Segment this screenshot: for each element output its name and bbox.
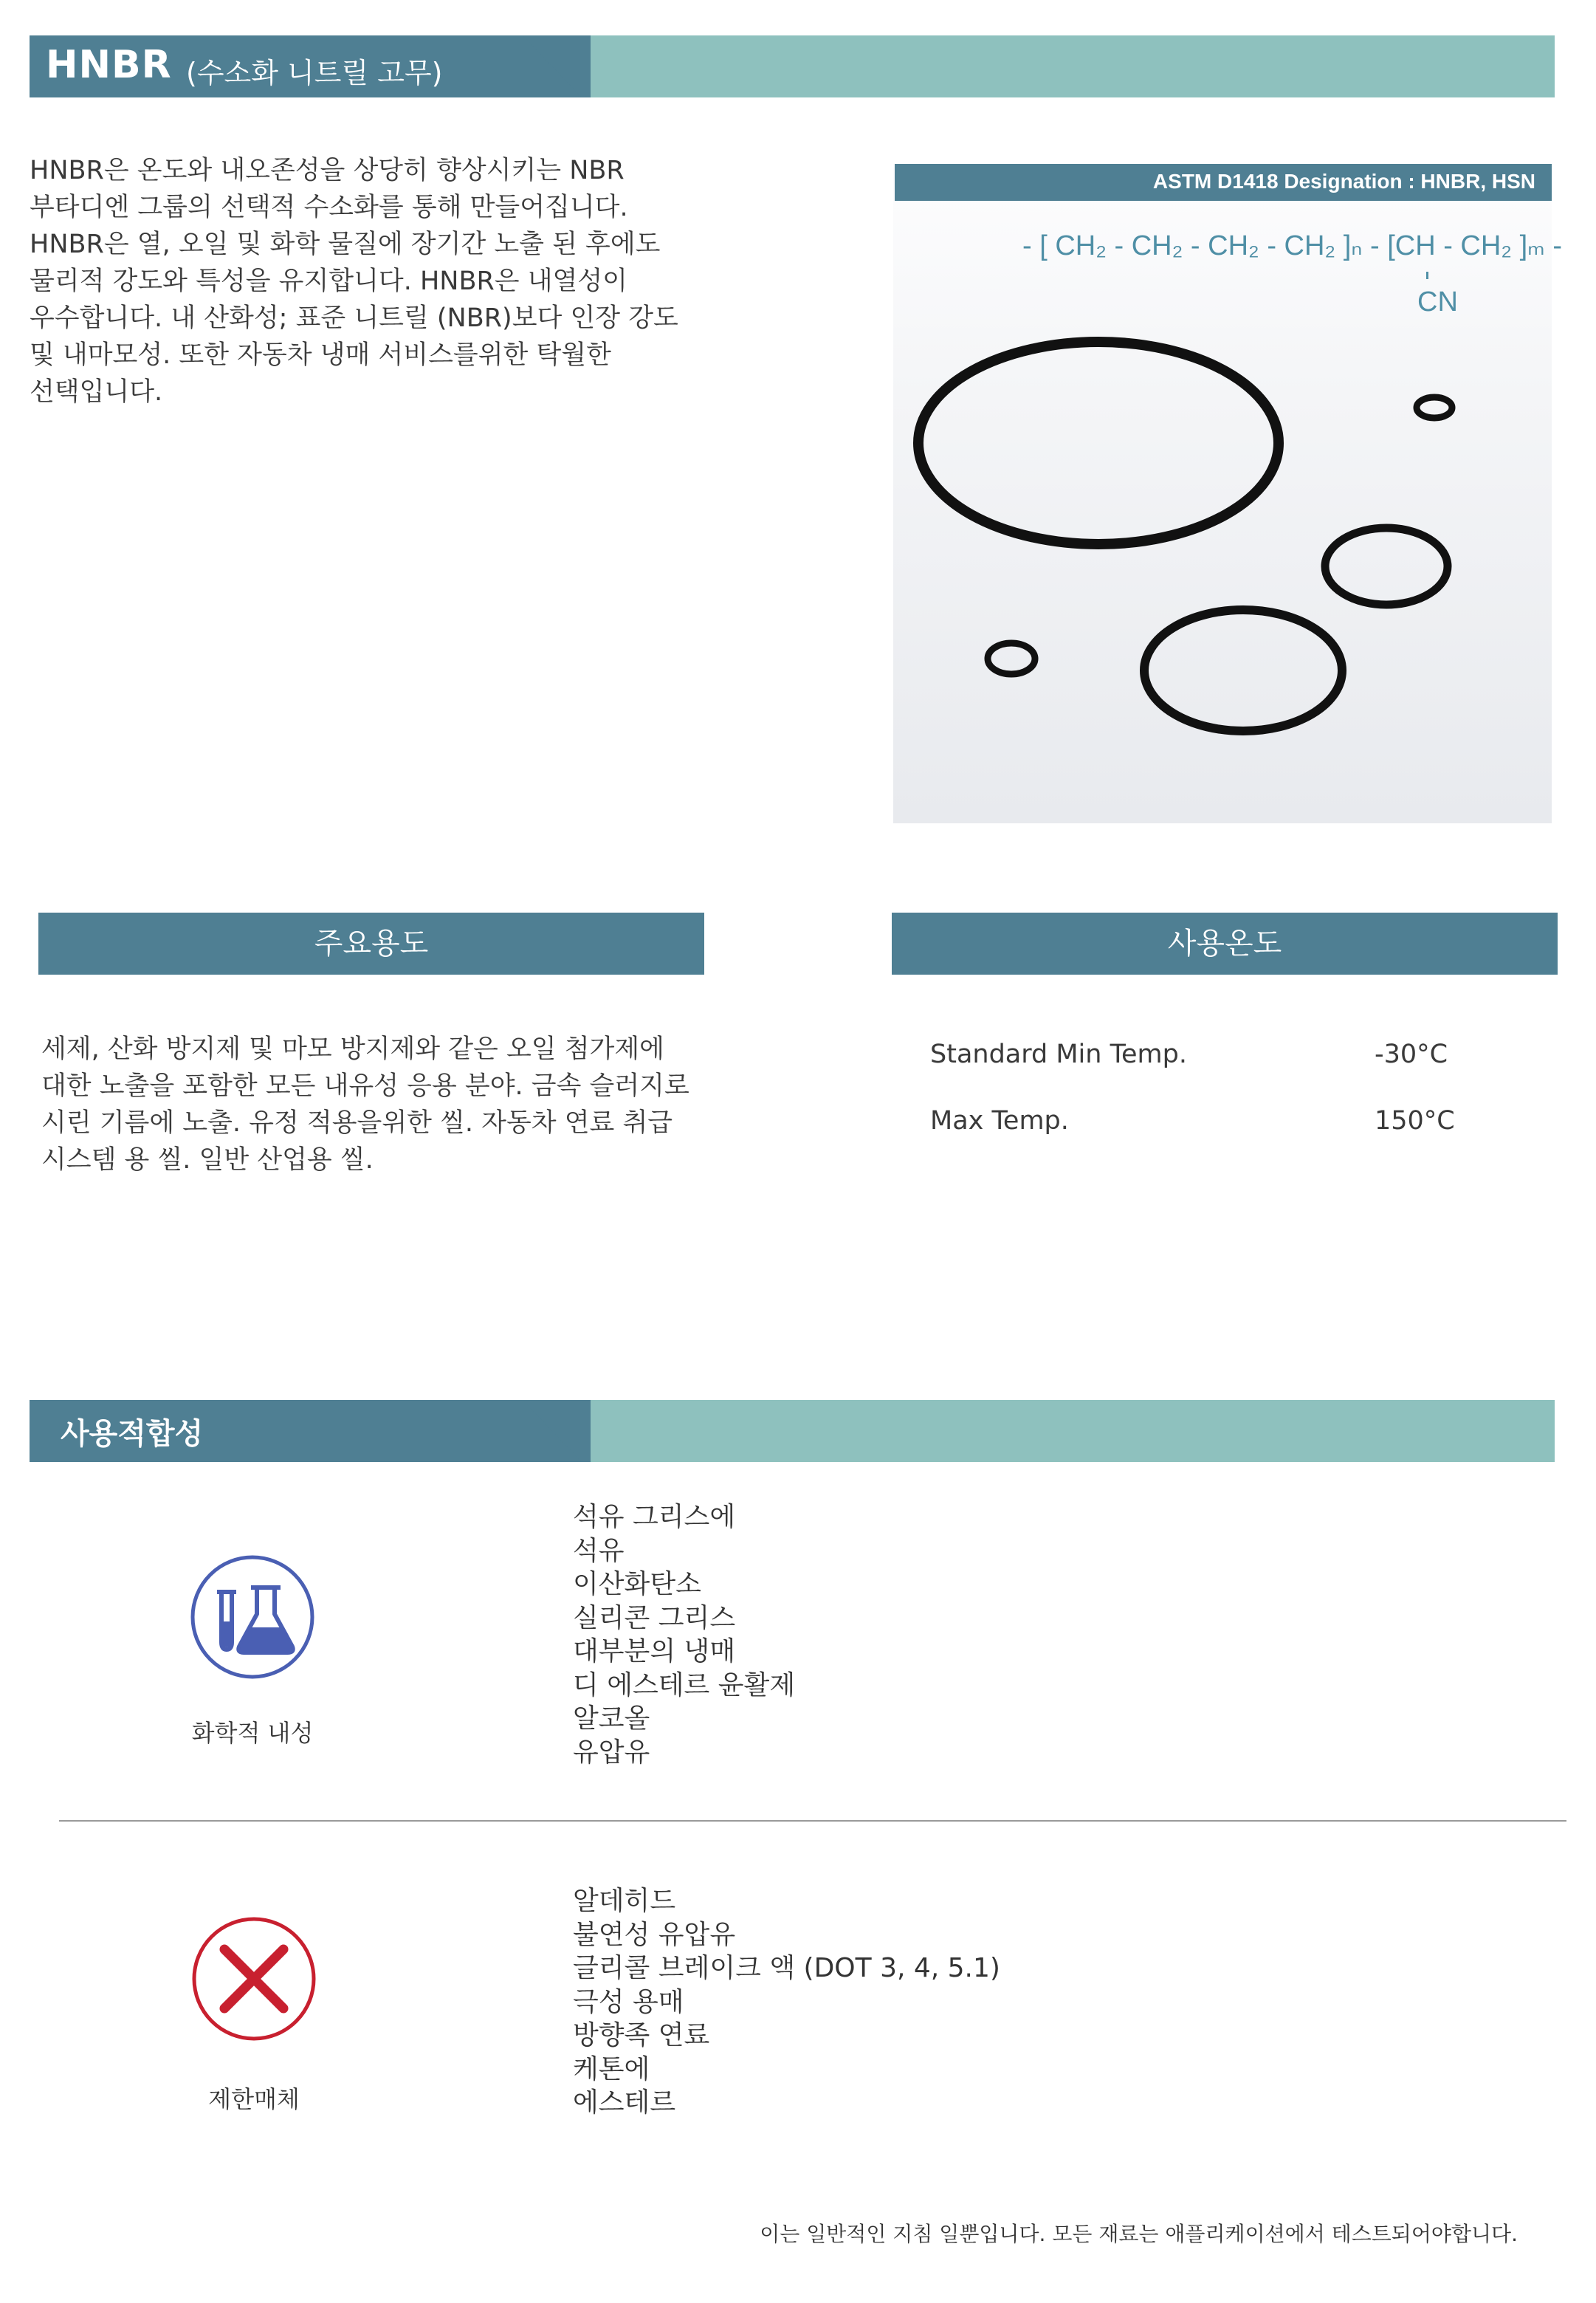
intro-paragraph [30,152,694,411]
astm-bar [895,164,1552,201]
restricted-caption: 제한매체 [208,2085,300,2113]
compatibility-heading: 사용적합성 [61,1417,204,1451]
o-ring-center [1144,610,1342,731]
resistant-caption: 화학적 내성 [191,1719,314,1747]
list-item: 불연성 유압유 [573,1919,736,1950]
intro-line: HNBR은 열, 오일 및 화학 물질에 장기간 노출 된 후에도 [30,230,661,259]
o-ring-small [988,643,1035,674]
temp-max-value: 150°C [1375,1106,1455,1136]
intro-line: HNBR은 온도와 내오존성을 상당히 향상시키는 NBR [30,156,625,185]
page-subtitle: (수소화 니트릴 고무) [186,57,443,89]
uses-line: 시스템 용 씰. 일반 산업용 씰. [41,1145,374,1175]
page-title: HNBR [46,43,172,87]
temp-min-label: Standard Min Temp. [930,1040,1187,1069]
astm-designation: ASTM D1418 Designation : HNBR, HSN [1152,170,1535,193]
list-item: 방향족 연료 [573,2020,710,2050]
list-item: 이산화탄소 [573,1569,701,1599]
list-item: 석유 [573,1535,625,1566]
title-banner [30,35,1555,97]
chemical-formula: - [ CH₂ - CH₂ - CH₂ - CH₂ ]ₙ - [CH - CH₂ ]ₘ - [1022,230,1563,261]
formula-cn: CN [1417,286,1458,318]
intro-line: 부타디엔 그룹의 선택적 수소화를 통해 만들어집니다. [30,193,628,222]
section-divider [59,1820,1566,1822]
list-item: 디 에스테르 윤활제 [573,1669,796,1700]
o-ring-tiny [1417,397,1452,418]
list-item: 석유 그리스에 [573,1502,736,1532]
resistant-list [573,1500,795,1769]
list-item: 알코올 [573,1703,650,1734]
intro-line: 및 내마모성. 또한 자동차 냉매 서비스를위한 탁월한 [30,340,611,370]
list-item: 실리콘 그리스 [573,1602,736,1633]
restricted-list [573,1884,1000,2120]
product-photo [893,164,1552,823]
temp-min-value: -30°C [1375,1040,1448,1069]
list-item: 에스테르 [573,2087,676,2118]
uses-line: 시린 기름에 노출. 유정 적용을위한 씰. 자동차 연료 취급 [41,1108,673,1138]
flask-icon [189,1554,316,1681]
o-ring-medium [1325,528,1448,605]
uses-line: 대한 노출을 포함한 모든 내유성 응용 분야. 금속 슬러지로 [41,1071,689,1101]
list-item: 유압유 [573,1737,650,1768]
intro-line: 선택입니다. [30,377,163,407]
footer-disclaimer: 이는 일반적인 지침 일뿐입니다. 모든 재료는 애플리케이션에서 테스트되어야합니다. [760,2222,1518,2246]
list-item: 대부분의 냉매 [573,1636,736,1667]
intro-line: 우수합니다. 내 산화성; 표준 니트릴 (NBR)보다 인장 강도 [30,303,678,333]
formula-bond [1426,272,1428,279]
cross-icon [190,1915,317,2042]
list-item: 알데히드 [573,1886,676,1916]
uses-line: 세제, 산화 방지제 및 마모 방지제와 같은 오일 첨가제에 [41,1034,664,1064]
uses-heading: 주요용도 [38,913,704,975]
list-item: 케톤에 [573,2053,650,2084]
list-item: 글리콜 브레이크 액 (DOT 3, 4, 5.1) [573,1953,1000,1983]
temp-max-label: Max Temp. [930,1106,1069,1136]
o-ring-large [918,342,1279,544]
intro-line: 물리적 강도와 특성을 유지합니다. HNBR은 내열성이 [30,267,627,296]
temperature-heading: 사용온도 [892,913,1558,975]
list-item: 극성 용매 [573,1986,684,2017]
compatibility-banner [30,1400,1555,1462]
o-rings-image [893,164,1552,823]
uses-paragraph [41,1031,720,1178]
